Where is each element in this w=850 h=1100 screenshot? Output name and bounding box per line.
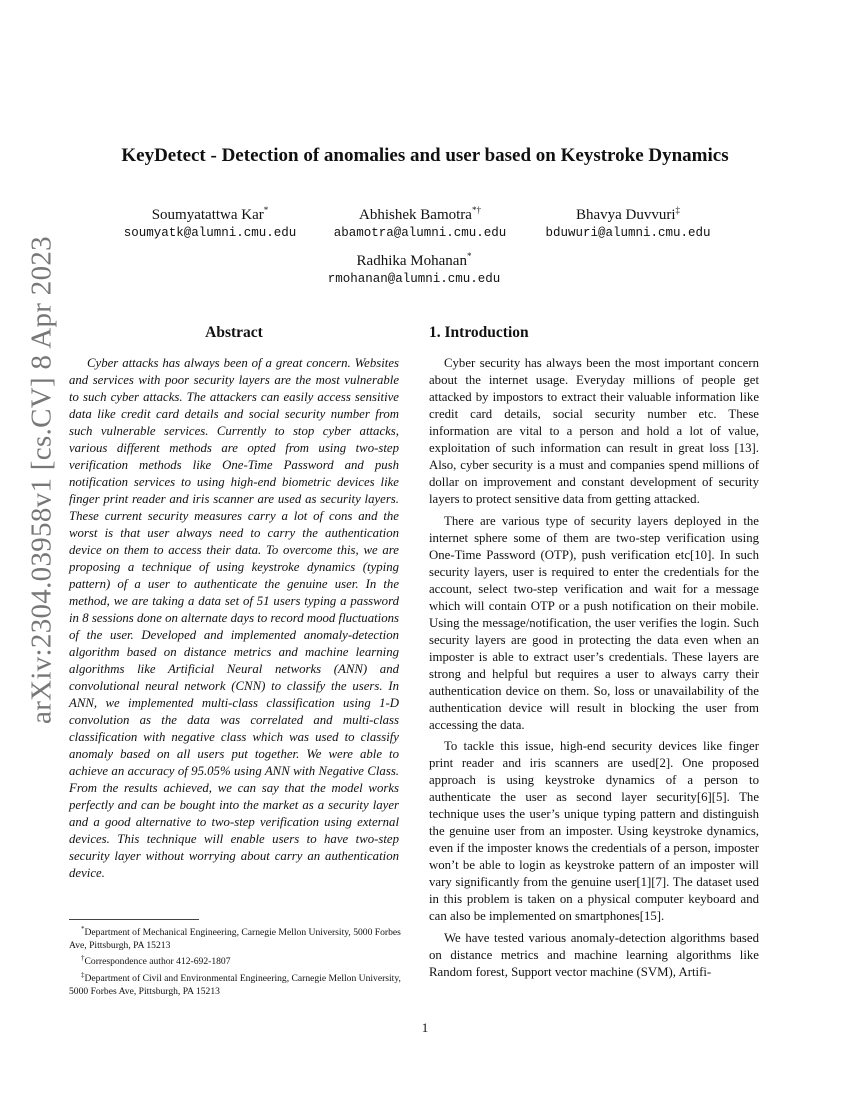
abstract-text: Cyber attacks has always been of a great concern. Websites and services with poor security layers are the most vulnerable to such cyber attacks. The attackers can easily access sensitive data like credit card details and social security number from such vulnerable services. Currently to stop cyber attacks, various different methods are opted from using two-step verification methods like One-Time Password and push notification services to using high-end biometric devices like finger print reader and iris scanner are used as security layers. These current security measures carry a lot of cons and the worst is that user always need to carry the authentication device on them to access their data. To overcome this, we are proposing a technique of using keystroke dynamics (typing pattern) of a user to authenticate the genuine user. In the method, we are taking a data set of 51 users typing a password in 8 sessions done on alternate days to record mood fluctuations of the user. Developed and implemented anomaly-detection algorithm based on distance metrics and machine learning algorithms like Artificial Neural networks (ANN) and convolutional neural network (CNN) to classify the users. In ANN, we implemented multi-class classification using 1-D convolution as the data was correlated and multi-class classification with negative class which was used to classify anomaly based on all users put together. We were able to achieve an accuracy of 95.05% using ANN with Negative Class. From the results achieved, we can say that the model works perfectly and can be bought into the market as a security layer and a good alternative to two-step verification using external devices. This technique will enable users to have two-step security layer without worrying about carry an authentication device. <box>69 356 399 880</box>
author-name: Radhika Mohanan* <box>356 251 472 269</box>
affiliation-mark: ‡ <box>675 205 681 215</box>
author-email: abamotra@alumni.cmu.edu <box>333 226 507 240</box>
affiliation-mark: * <box>466 251 472 261</box>
author-email: soumyatk@alumni.cmu.edu <box>123 226 297 240</box>
paragraph: Cyber security has always been the most important concern about the internet usage. Everyday millions of people get attacked by impostors to extract their valuable information like credit card details, social security number etc. These information are vital to a person and hold a lot of value, exploitation of such information can result in great loss [13]. Also, cyber security is a must and companies spend millions of dollar on improvement and constant development of security layers to protect sensitive data from getting attacked. <box>429 356 759 506</box>
arxiv-identifier-text: arXiv:2304.03958v1 [cs.CV] 8 Apr 2023 <box>25 236 58 724</box>
paragraph: To tackle this issue, high-end security devices like finger print reader and iris scanners are used[2]. One proposed approach is using keystroke dynamics of a person to authenticate the user as second layer security[6][5]. The technique uses the user’s unique typing pattern and distinguish the genuine user from an imposter. Using keystroke dynamics, even if the imposter knows the credentials of a person, imposter won’t be able to login as keystroke pattern of an imposter will vary significantly from the genuine user[1][7]. The dataset used in this problem is taken on a physical computer keyboard and can also be implemented on smartphones[15]. <box>429 739 759 923</box>
abstract-section <box>69 323 399 882</box>
affiliation-mark: *† <box>471 205 481 215</box>
paper-title: KeyDetect - Detection of anomalies and user based on Keystroke Dynamics <box>121 145 729 166</box>
author-name: Abhishek Bamotra*† <box>359 205 481 223</box>
footnote: ‡Department of Civil and Environmental Engineering, Carnegie Mellon University, 5000 Forbes Ave, Pittsburgh, PA 15213 <box>69 971 401 997</box>
author-block <box>523 201 733 242</box>
author-block <box>105 201 315 242</box>
footnotes <box>69 919 401 999</box>
author-block <box>315 201 525 242</box>
author-block <box>309 247 519 288</box>
introduction-section <box>429 323 759 985</box>
author-email: rmohanan@alumni.cmu.edu <box>327 272 501 286</box>
arxiv-identifier <box>22 236 62 724</box>
abstract-heading: Abstract <box>205 324 263 341</box>
author-name: Bhavya Duvvuri‡ <box>575 205 681 223</box>
paragraph: We have tested various anomaly-detection algorithms based on distance metrics and machine learning algorithms like Random forest, Support vector machine (SVM), Artifi- <box>429 930 759 979</box>
footnote: †Correspondence author 412-692-1807 <box>81 954 231 968</box>
footnote-rule <box>69 919 199 920</box>
introduction-heading: 1. Introduction <box>429 324 529 341</box>
paragraph: There are various type of security layers deployed in the internet sphere some of them are two-step verification using One-Time Password (OTP), push verification etc[10]. In such security layers, user is required to enter the credentials for the account, select two-step verification and wait for a message which will contain OTP or a push notification on their mobile. Using the message/notification, the user verifies the login. Such security layers are good in protecting the data even when an imposter is able to extract user’s credentials. These layers are strong and helpful but requires a user to always carry their authentication device on them. So, loss or unavailability of the authentication device will result in blocking the user from accessing the data. <box>429 513 759 732</box>
affiliation-mark: * <box>263 205 269 215</box>
author-name: Soumyatattwa Kar* <box>151 205 269 223</box>
page-number: 1 <box>421 1020 429 1035</box>
author-email: bduwuri@alumni.cmu.edu <box>545 226 711 240</box>
footnote: *Department of Mechanical Engineering, Carnegie Mellon University, 5000 Forbes Ave, Pittsburgh, PA 15213 <box>69 925 401 951</box>
